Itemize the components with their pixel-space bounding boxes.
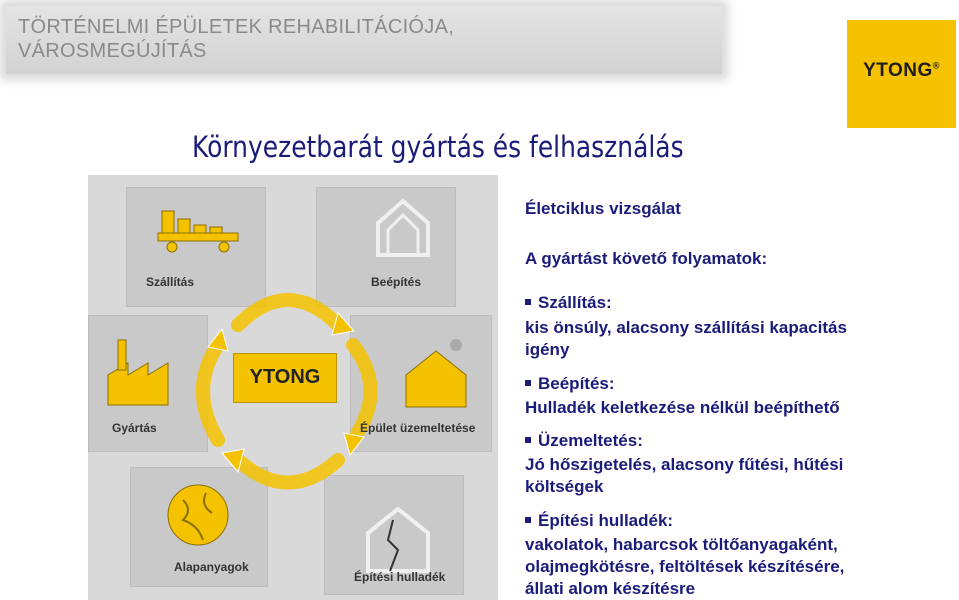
item-line: igény: [525, 340, 570, 359]
house-filled-icon: [406, 339, 466, 407]
bullet-item-title: [525, 373, 615, 394]
item-line: Jó hőszigetelés, alacsony fűtési, hűtési: [525, 455, 844, 474]
header-line-1: TÖRTÉNELMI ÉPÜLETEK REHABILITÁCIÓJA,: [18, 16, 455, 38]
header-line-2: VÁROSMEGÚJÍTÁS: [18, 40, 207, 62]
label-hulladek: Építési hulladék: [354, 570, 446, 584]
truck-icon: [158, 211, 238, 252]
item-line: vakolatok, habarcsok töltőanyagaként,: [525, 535, 838, 554]
ytong-logo: [847, 20, 956, 128]
item-title-szallitas: Szállítás:: [538, 293, 612, 312]
bullet-item-title: [525, 292, 612, 313]
item-title-uzemeltetes: Üzemeltetés:: [538, 431, 643, 450]
item-line: költségek: [525, 477, 604, 496]
section-heading: Életciklus vizsgálat: [525, 199, 681, 218]
logo-text: [847, 60, 956, 82]
bullet-icon: [525, 299, 531, 305]
label-szallitas: Szállítás: [146, 275, 195, 289]
factory-icon: [108, 340, 168, 405]
item-line: állati alom készítésre: [525, 579, 696, 598]
center-label: YTONG: [249, 366, 321, 388]
bullet-item-title: [525, 510, 673, 531]
label-beepites: Beépítés: [371, 275, 422, 289]
label-uzemeltetes: Épület üzemeltetése: [360, 421, 476, 435]
globe-icon: [168, 485, 228, 545]
bullet-icon: [525, 380, 531, 386]
life-cycle-diagram: [88, 175, 498, 600]
header-banner: [6, 6, 722, 74]
item-title-beepites: Beépítés:: [538, 374, 615, 393]
item-title-hulladek: Építési hulladék:: [538, 511, 674, 530]
label-alapanyagok: Alapanyagok: [174, 560, 249, 574]
item-line: Hulladék keletkezése nélkül beépíthető: [525, 398, 840, 417]
cracked-house-icon: [368, 509, 428, 571]
center-ytong-block: [233, 353, 337, 403]
header-title: [18, 15, 454, 63]
page-title: Környezetbarát gyártás és felhasználás: [192, 130, 684, 164]
registered-mark: ®: [932, 60, 940, 71]
logo-word: YTONG: [863, 60, 933, 81]
house-outline-icon: [378, 201, 428, 255]
bullet-item-title: [525, 430, 643, 451]
item-line: olajmegkötésre, feltöltések készítésére,: [525, 557, 845, 576]
bullet-icon: [525, 437, 531, 443]
item-line: kis önsúly, alacsony szállítási kapacitás: [525, 318, 847, 337]
bullet-icon: [525, 517, 531, 523]
section-subheading: A gyártást követő folyamatok:: [525, 249, 768, 268]
label-gyartas: Gyártás: [112, 421, 157, 435]
